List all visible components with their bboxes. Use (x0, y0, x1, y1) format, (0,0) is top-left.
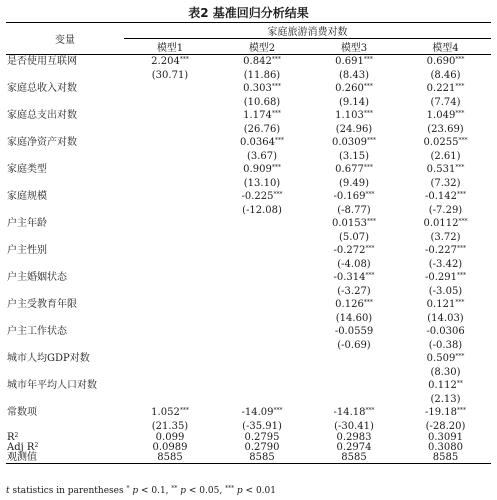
coef-cell (124, 271, 216, 285)
coef-cell (124, 163, 216, 177)
coef-cell (308, 406, 400, 420)
empty-label (6, 177, 124, 190)
stat-value: 8585 (308, 453, 400, 464)
t-stat-cell: (8.30) (430, 367, 461, 378)
coef-cell (216, 55, 308, 70)
coef-cell (216, 136, 308, 150)
row-label: 城市人均GDP对数 (7, 353, 90, 364)
coef-cell (400, 136, 491, 150)
t-stat-cell: (-0.38) (428, 340, 463, 351)
coef-cell (400, 352, 491, 366)
coef-cell (400, 217, 491, 231)
stat-value: 0.2790 (244, 442, 280, 453)
row-label: 家庭总收入对数 (7, 83, 77, 94)
empty-label (6, 204, 124, 217)
note-text: < 0.01 (242, 486, 276, 496)
coef-cell (308, 190, 400, 204)
coef-cell (216, 379, 308, 393)
t-stat-cell (308, 393, 400, 406)
stat-value: 0.3080 (428, 442, 463, 453)
coef-row (6, 271, 491, 285)
stat-value: 0.3091 (428, 432, 463, 443)
coef-cell (216, 109, 308, 123)
coef-cell (400, 271, 491, 285)
coef-value: 0.0153 (332, 218, 367, 229)
t-stat-cell: (8.43) (338, 70, 370, 81)
stat-value: 8585 (400, 453, 491, 464)
t-stat-cell: (3.67) (246, 151, 278, 162)
t-stat-cell (124, 366, 216, 379)
significance-stars: *** (365, 407, 375, 414)
t-stat-row (6, 96, 491, 109)
significance-stars: *** (457, 407, 466, 414)
coef-value: 0.112 (428, 380, 457, 391)
coef-row (6, 136, 491, 150)
significance-stars: *** (457, 272, 466, 279)
note-t: t (6, 486, 10, 496)
model-header: 模型1 (124, 39, 216, 55)
significance-stars: *** (455, 299, 465, 306)
coef-value: -14.09 (241, 407, 274, 418)
coef-row (6, 163, 491, 177)
coef-row (6, 298, 491, 312)
stat-label-text: 观测值 (7, 452, 37, 463)
t-stat-cell (216, 312, 308, 325)
coef-cell (124, 352, 216, 366)
coef-cell (216, 298, 308, 312)
coef-cell (124, 406, 216, 420)
stat-row (6, 453, 491, 464)
empty-label (6, 258, 124, 271)
row-label: 家庭规模 (7, 191, 47, 202)
significance-stars: *** (455, 110, 465, 117)
stat-value: 0.2983 (336, 432, 372, 443)
row-label: 城市年平均人口对数 (7, 380, 97, 391)
significance-stars: *** (363, 299, 373, 306)
significance-stars: *** (271, 110, 281, 117)
note-star: *** (225, 485, 235, 492)
significance-stars: *** (458, 137, 468, 144)
coef-value: 0.677 (335, 164, 364, 175)
t-stat-cell (124, 339, 216, 352)
empty-label (6, 150, 124, 163)
coef-cell (400, 298, 491, 312)
coef-value: -0.169 (333, 191, 366, 202)
coef-value: 0.303 (243, 83, 272, 94)
significance-stars: *** (179, 407, 189, 414)
t-stat-cell: (-7.29) (428, 205, 463, 216)
t-stat-row (6, 123, 491, 136)
table-body (6, 55, 491, 464)
note-star: ** (171, 485, 178, 492)
t-stat-cell: (14.60) (335, 313, 373, 324)
significance-stars: *** (363, 56, 373, 63)
significance-stars: *** (367, 218, 376, 225)
significance-stars: *** (363, 110, 373, 117)
coef-cell (124, 298, 216, 312)
coef-cell (308, 136, 400, 150)
t-stat-cell (216, 393, 308, 406)
coef-row (6, 109, 491, 123)
t-stat-cell (216, 258, 308, 271)
table-note (6, 486, 276, 496)
coef-cell (124, 217, 216, 231)
row-label: 家庭类型 (7, 164, 47, 175)
coef-cell (308, 325, 400, 339)
table-title: 表2 基准回归分析结果 (188, 6, 309, 20)
stat-value: 0.099 (155, 432, 185, 443)
coef-value: 0.0112 (423, 218, 459, 229)
coef-cell (216, 163, 308, 177)
t-stat-cell: (14.03) (427, 313, 464, 324)
t-stat-cell: (7.32) (430, 178, 461, 189)
significance-stars: *** (271, 56, 281, 63)
t-stat-cell (124, 204, 216, 217)
coef-cell (400, 406, 491, 420)
t-stat-cell: (8.46) (430, 70, 461, 81)
coef-cell (400, 379, 491, 393)
t-stat-cell: (-35.91) (242, 421, 282, 432)
coef-row (6, 325, 491, 339)
variable-header: 变量 (6, 23, 124, 55)
coef-value: -0.272 (333, 245, 366, 256)
coef-cell (308, 163, 400, 177)
significance-stars: *** (365, 191, 375, 198)
significance-stars: *** (455, 56, 465, 63)
coef-cell (308, 109, 400, 123)
t-stat-cell (308, 366, 400, 379)
stat-label-sup: 2 (34, 442, 39, 449)
t-stat-cell: (-3.27) (337, 286, 371, 297)
coef-cell (400, 109, 491, 123)
t-stat-cell: (-8.77) (337, 205, 371, 216)
stat-value: 8585 (124, 453, 216, 464)
coef-cell (216, 217, 308, 231)
coef-cell (124, 82, 216, 96)
empty-label (6, 123, 124, 136)
t-stat-row (6, 285, 491, 298)
t-stat-cell: (-12.08) (242, 205, 282, 216)
coef-cell (124, 244, 216, 258)
t-stat-cell (216, 285, 308, 298)
coef-value: 0.121 (426, 299, 456, 310)
t-stat-row (6, 258, 491, 271)
t-stat-row (6, 312, 491, 325)
t-stat-cell (216, 366, 308, 379)
t-stat-cell: (9.14) (338, 97, 370, 108)
coef-cell (308, 352, 400, 366)
empty-label (6, 231, 124, 244)
coef-value: 0.691 (335, 56, 364, 67)
coef-cell (400, 82, 491, 96)
coef-row (6, 190, 491, 204)
t-stat-cell: (10.68) (243, 97, 281, 108)
t-stat-row (6, 366, 491, 379)
coef-cell (216, 244, 308, 258)
t-stat-cell: (-30.41) (334, 421, 374, 432)
empty-label (6, 339, 124, 352)
significance-stars: *** (455, 83, 465, 90)
significance-stars: *** (179, 56, 189, 63)
coef-value: 0.842 (243, 56, 272, 67)
coef-row (6, 352, 491, 366)
t-stat-cell (216, 231, 308, 244)
stat-value: 0.2974 (336, 442, 372, 453)
significance-stars: *** (457, 245, 466, 252)
t-stat-cell (124, 231, 216, 244)
t-stat-cell: (2.13) (430, 394, 461, 405)
coef-cell (124, 325, 216, 339)
note-p: p (129, 486, 139, 496)
coef-row (6, 379, 491, 393)
row-label: 是否使用互联网 (7, 56, 77, 67)
t-stat-cell: (24.96) (335, 124, 373, 135)
regression-table (6, 22, 491, 464)
t-stat-cell (124, 177, 216, 190)
coef-value: 0.531 (426, 164, 456, 175)
coef-value: 1.052 (151, 407, 180, 418)
coef-cell (400, 244, 491, 258)
significance-stars: *** (271, 164, 281, 171)
t-stat-cell: (23.69) (427, 124, 464, 135)
coef-cell (124, 190, 216, 204)
coef-value: -0.0559 (334, 326, 374, 337)
coef-row (6, 55, 491, 70)
coef-row (6, 244, 491, 258)
empty-label (6, 69, 124, 82)
t-stat-cell: (-3.42) (428, 259, 463, 270)
coef-value: -0.291 (424, 272, 457, 283)
row-label: 户主工作状态 (7, 326, 67, 337)
stat-value: 0.0989 (152, 442, 188, 453)
t-stat-cell: (7.74) (430, 97, 461, 108)
row-label: 家庭总支出对数 (7, 110, 77, 121)
coef-cell (308, 217, 400, 231)
note-p: p (177, 486, 187, 496)
t-stat-cell: (3.15) (338, 151, 370, 162)
row-label: 常数项 (7, 407, 37, 418)
coef-cell (216, 352, 308, 366)
empty-label (6, 285, 124, 298)
note-star: * (126, 485, 130, 492)
significance-stars: *** (275, 137, 284, 144)
coef-cell (308, 244, 400, 258)
significance-stars: *** (271, 83, 281, 90)
coef-row (6, 406, 491, 420)
t-stat-cell: (11.86) (243, 70, 281, 81)
t-stat-cell (124, 96, 216, 109)
coef-cell (124, 109, 216, 123)
coef-cell (308, 271, 400, 285)
coef-cell (308, 379, 400, 393)
empty-label (6, 312, 124, 325)
t-stat-cell (124, 285, 216, 298)
empty-label (6, 96, 124, 109)
coef-value: 0.909 (243, 164, 272, 175)
coef-cell (400, 325, 491, 339)
t-stat-cell: (5.07) (338, 232, 370, 243)
row-label: 户主婚姻状态 (7, 272, 67, 283)
significance-stars: ** (456, 380, 463, 387)
coef-value: 0.690 (426, 56, 456, 67)
row-label: 家庭净资产对数 (7, 137, 77, 148)
row-label: 户主年龄 (7, 218, 47, 229)
t-stat-cell: (2.61) (430, 151, 461, 162)
model-header: 模型2 (216, 39, 308, 55)
t-stat-cell (124, 123, 216, 136)
coef-cell (216, 82, 308, 96)
coef-cell (400, 55, 491, 70)
coef-row (6, 217, 491, 231)
coef-value: -19.18 (424, 407, 457, 418)
coef-cell (216, 190, 308, 204)
stat-value: 8585 (216, 453, 308, 464)
coef-value: 1.174 (243, 110, 272, 121)
coef-cell (216, 325, 308, 339)
stat-label-text: R (7, 432, 15, 443)
coef-value: 0.221 (426, 83, 456, 94)
empty-label (6, 420, 124, 433)
coef-value: 0.0255 (423, 137, 459, 148)
significance-stars: *** (273, 191, 283, 198)
significance-stars: *** (457, 191, 466, 198)
t-stat-cell (124, 393, 216, 406)
t-stat-cell: (30.71) (151, 70, 189, 81)
t-stat-cell (124, 258, 216, 271)
stat-label-sup: 2 (14, 432, 19, 439)
coef-row (6, 82, 491, 96)
coef-value: -14.18 (333, 407, 366, 418)
t-stat-row (6, 339, 491, 352)
significance-stars: *** (455, 353, 465, 360)
coef-value: 0.0364 (240, 137, 275, 148)
dependent-variable-header: 家庭旅游消费对数 (124, 23, 491, 39)
row-label: 户主性别 (7, 245, 47, 256)
t-stat-cell: (-28.20) (425, 421, 466, 432)
coef-cell (216, 271, 308, 285)
coef-value: -0.314 (333, 272, 366, 283)
coef-value: 0.260 (335, 83, 364, 94)
coef-cell (124, 136, 216, 150)
t-stat-cell: (-4.08) (337, 259, 371, 270)
t-stat-cell: (-3.05) (428, 286, 463, 297)
note-text: statistics in parentheses (9, 486, 127, 496)
coef-cell (124, 55, 216, 70)
coef-value: 2.204 (151, 56, 180, 67)
t-stat-cell: (13.10) (243, 178, 281, 189)
empty-label (6, 366, 124, 379)
note-text: < 0.05, (186, 486, 226, 496)
row-label: 户主受教育年限 (7, 299, 77, 310)
coef-cell (308, 55, 400, 70)
significance-stars: *** (363, 164, 373, 171)
coef-cell (308, 82, 400, 96)
coef-value: 0.126 (335, 299, 364, 310)
t-stat-cell (124, 312, 216, 325)
significance-stars: *** (458, 218, 468, 225)
t-stat-cell (216, 339, 308, 352)
note-p: p (234, 486, 243, 496)
t-stat-row (6, 150, 491, 163)
coef-value: 0.0309 (332, 137, 367, 148)
t-stat-row (6, 69, 491, 82)
t-stat-row (6, 204, 491, 217)
significance-stars: *** (365, 272, 375, 279)
t-stat-row (6, 177, 491, 190)
coef-cell (308, 298, 400, 312)
t-stat-row (6, 393, 491, 406)
empty-label (6, 393, 124, 406)
coef-value: 0.509 (426, 353, 456, 364)
coef-cell (400, 163, 491, 177)
t-stat-cell (124, 150, 216, 163)
t-stat-cell: (21.35) (151, 421, 189, 432)
stat-label (6, 453, 124, 464)
significance-stars: *** (367, 137, 376, 144)
t-stat-row (6, 231, 491, 244)
coef-cell (216, 406, 308, 420)
t-stat-cell: (9.49) (338, 178, 370, 189)
stat-label-text: Adj R (7, 442, 35, 453)
significance-stars: *** (273, 407, 283, 414)
coef-value: -0.0306 (426, 326, 465, 337)
t-stat-cell: (26.76) (243, 124, 281, 135)
coef-value: -0.142 (424, 191, 457, 202)
significance-stars: *** (455, 164, 465, 171)
coef-cell (400, 190, 491, 204)
significance-stars: *** (363, 83, 373, 90)
significance-stars: *** (365, 245, 375, 252)
note-text: < 0.1, (138, 486, 172, 496)
coef-value: 1.049 (426, 110, 456, 121)
t-stat-cell: (3.72) (430, 232, 461, 243)
coef-value: 1.103 (335, 110, 364, 121)
stat-value: 0.2795 (244, 432, 280, 443)
coef-value: -0.225 (241, 191, 274, 202)
coef-cell (124, 379, 216, 393)
coef-value: -0.227 (424, 245, 457, 256)
t-stat-cell: (-0.69) (337, 340, 371, 351)
model-header: 模型4 (400, 39, 491, 55)
model-header: 模型3 (308, 39, 400, 55)
